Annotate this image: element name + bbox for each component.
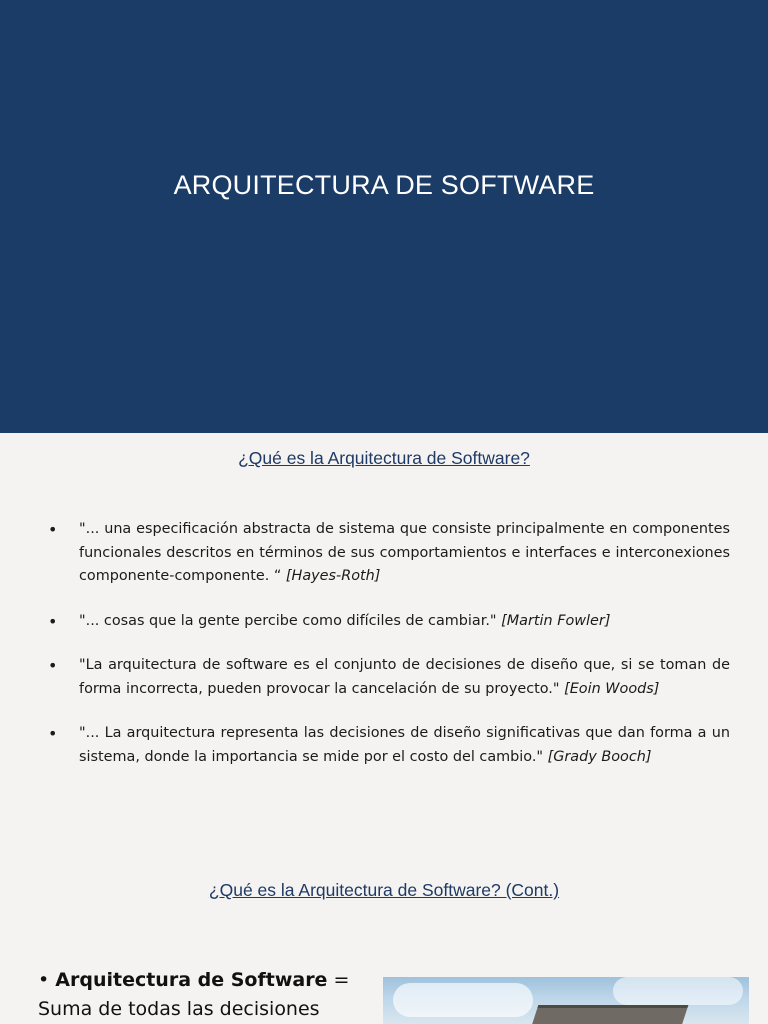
cloud-shape: [393, 983, 533, 1017]
quote-author: [Martin Fowler]: [501, 612, 611, 629]
bullet-icon: •: [48, 656, 58, 675]
cloud-shape: [613, 977, 743, 1005]
definition-term: Arquitectura de Software: [55, 969, 328, 991]
architecture-photo: [383, 977, 749, 1024]
quote-text: "... una especificación abstracta de sistema que consiste principalmente en componentes funcionales descritos en términos de sus comportamientos e interfaces e interconexiones componente-componente. “: [79, 521, 730, 584]
bullet-icon: •: [48, 520, 58, 539]
quote-item: [48, 610, 730, 634]
title-slide: [0, 0, 768, 433]
definition-block: [38, 966, 358, 1024]
quote-text: "La arquitectura de software es el conjunto de decisiones de diseño que, si se toman de forma incorrecta, pueden provocar la cancelación de su proyecto.": [79, 657, 730, 697]
definition-text: Suma de todas las decisiones: [38, 998, 320, 1020]
definition-equals: =: [327, 969, 350, 991]
section-heading-what-is-cont: ¿Qué es la Arquitectura de Software? (Cont.): [208, 880, 560, 900]
quote-author: [Eoin Woods]: [564, 680, 660, 697]
quote-item: [48, 722, 730, 769]
quote-author: [Grady Booch]: [547, 748, 652, 765]
bullet-icon: •: [38, 969, 50, 991]
quote-item: [48, 518, 730, 589]
quote-author: [Hayes-Roth]: [285, 568, 381, 584]
section-heading-what-is: ¿Qué es la Arquitectura de Software?: [238, 448, 530, 468]
bullet-icon: •: [48, 724, 58, 743]
quote-text: "... cosas que la gente percibe como difíciles de cambiar.": [79, 612, 502, 629]
building-shape: [528, 1005, 689, 1024]
definition-line: [38, 966, 358, 995]
quotes-list: [48, 518, 730, 790]
bullet-icon: •: [48, 611, 58, 631]
slide-title: ARQUITECTURA DE SOFTWARE: [173, 170, 595, 200]
quote-item: [48, 654, 730, 701]
quote-text: "... La arquitectura representa las decisiones de diseño significativas que dan forma a un sistema, donde la importancia se mide por el costo del cambio.": [79, 725, 730, 765]
